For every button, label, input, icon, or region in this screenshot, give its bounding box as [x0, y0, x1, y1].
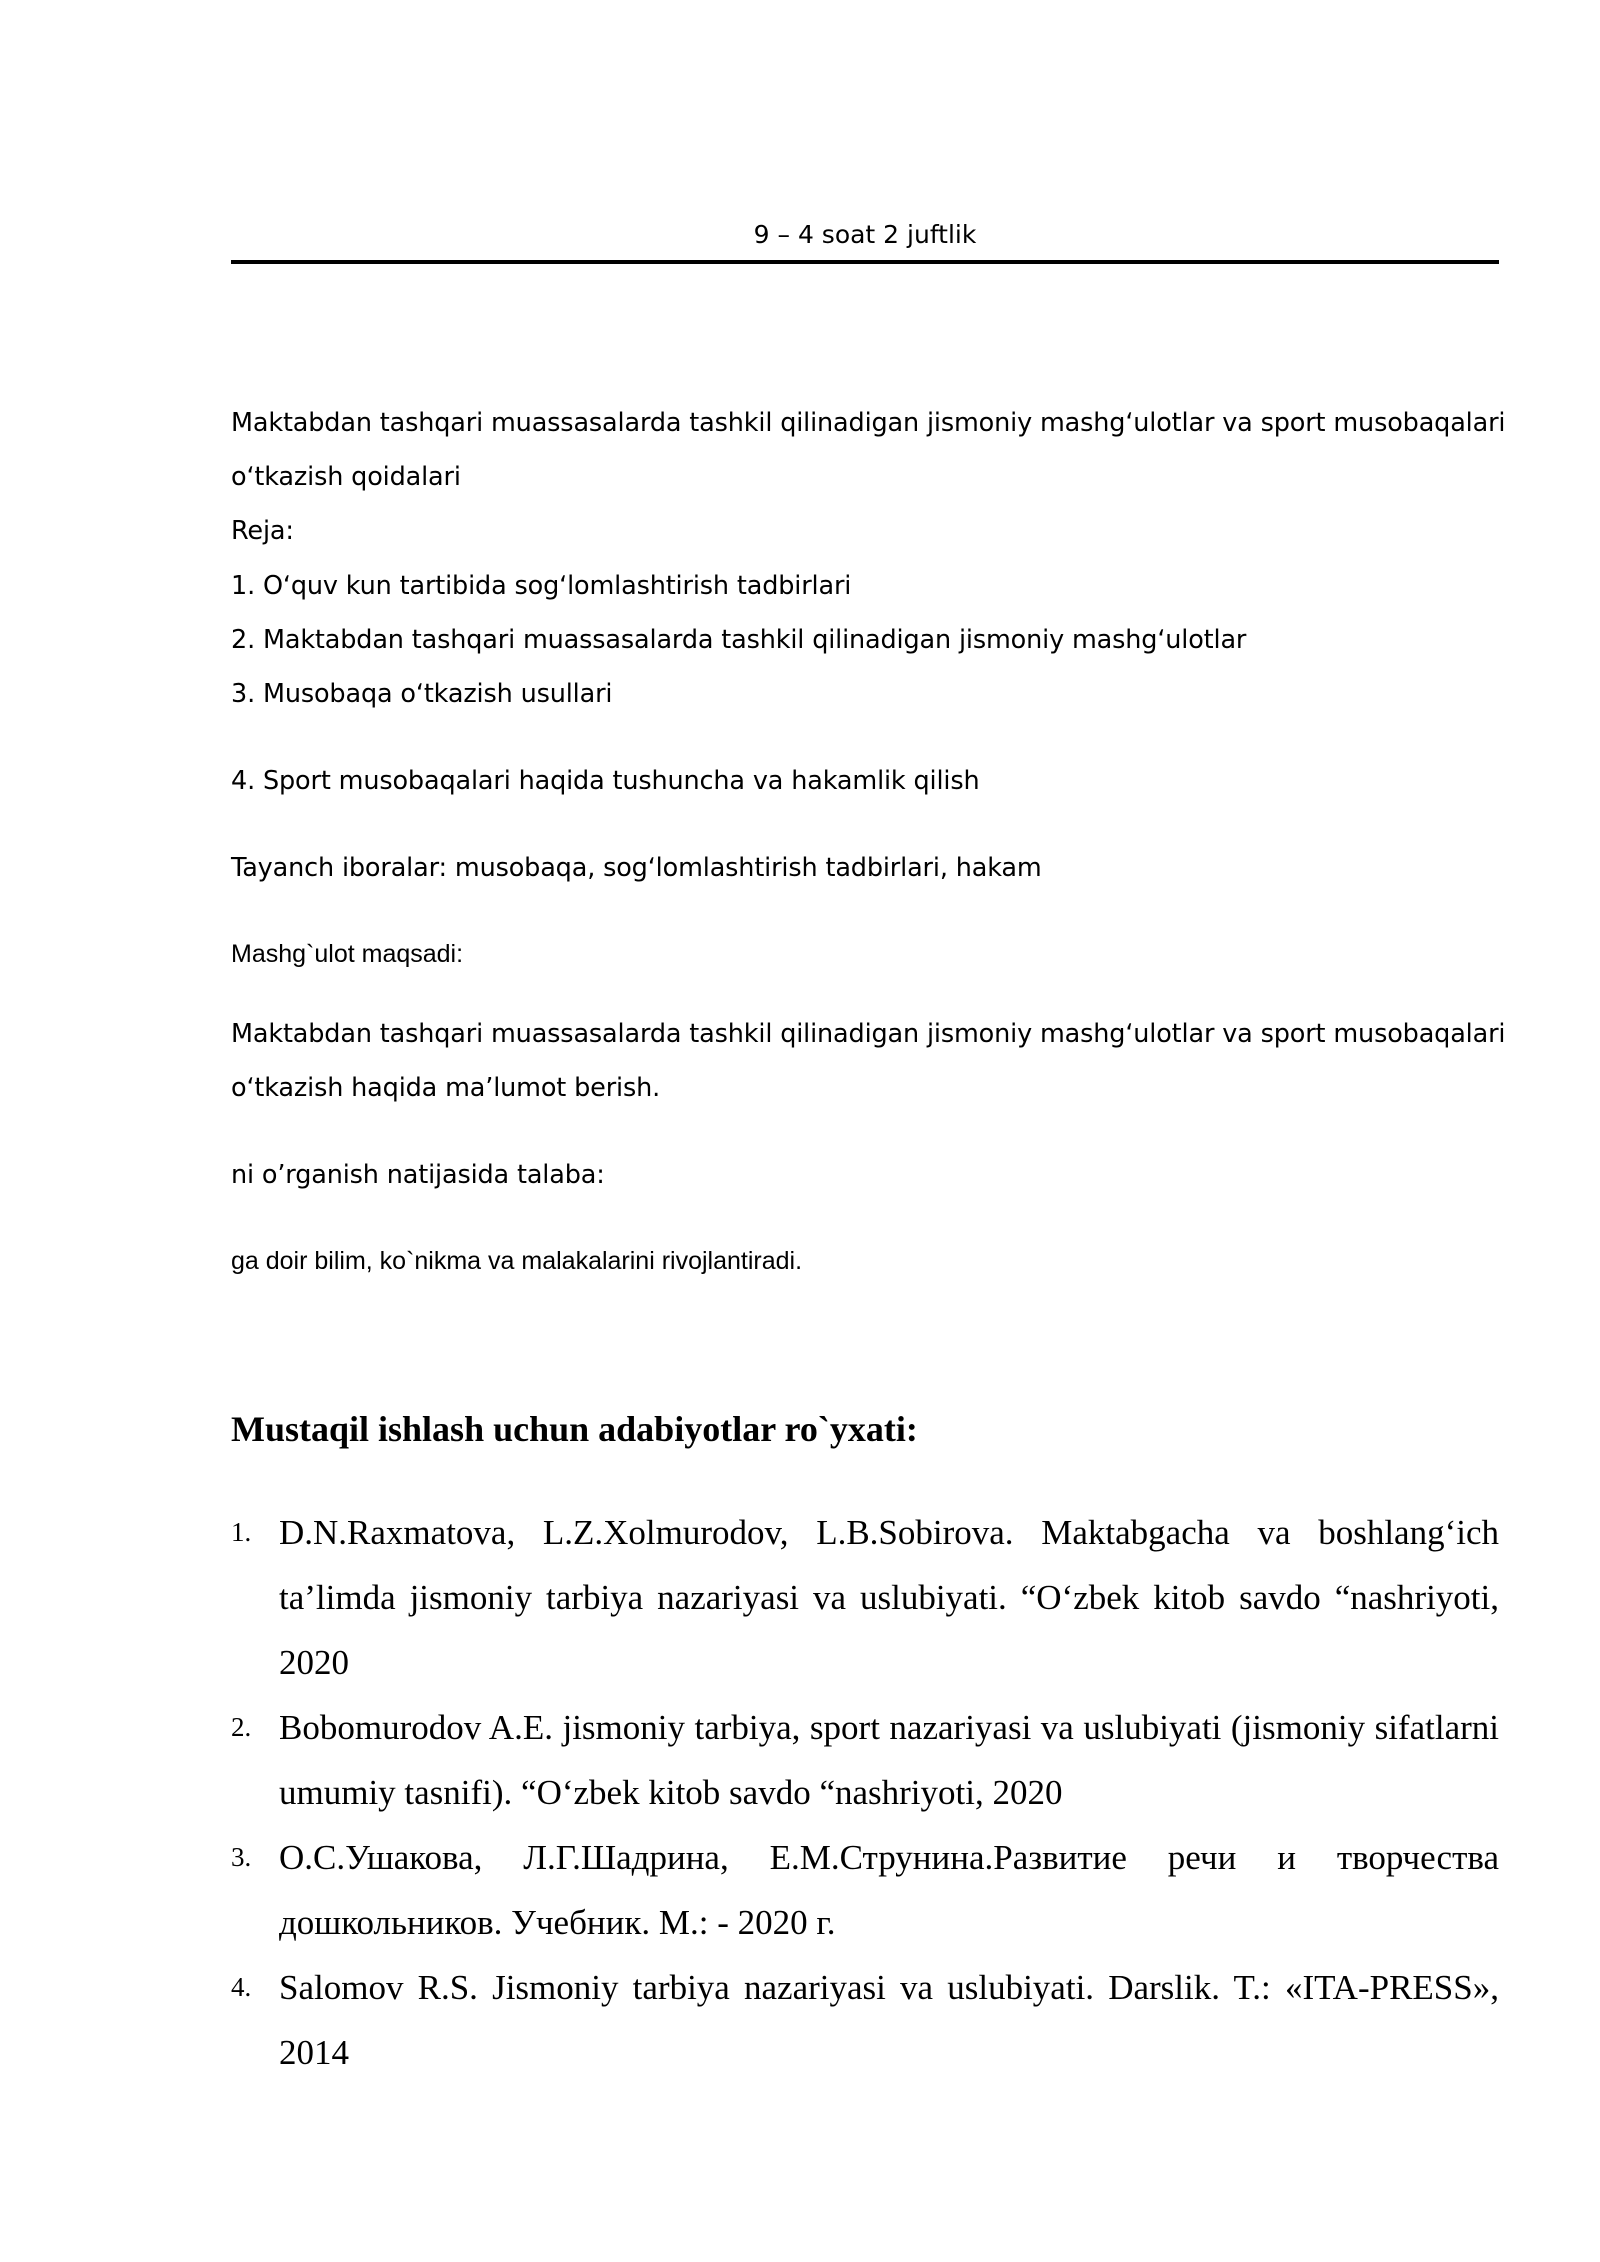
- page-header: 9 – 4 soat 2 juftlik: [753, 220, 977, 249]
- reference-text: Bobomurodov A.E. jismoniy tarbiya, sport nazariyasi va uslubiyati (jismoniy sifatlarni umumiy tasnifi). “Oʻzbek kitob savdo “nashriyoti, 2020: [279, 1708, 1499, 1812]
- goal-line-2: oʻtkazish haqida ma’lumot berish.: [231, 1073, 661, 1103]
- outcome-text: ga doir bilim, ko`nikma va malakalarini rivojlantiradi.: [231, 1247, 803, 1275]
- reference-text: О.С.Ушакова, Л.Г.Шадрина, Е.М.Струнина.Развитие речи и творчества дошкольников. Учебник. М.: - 2020 г.: [279, 1838, 1499, 1942]
- reference-text: D.N.Raxmatova, L.Z.Xolmurodov, L.B.Sobirova. Maktabgacha va boshlangʻich ta’limda jismoniy tarbiya nazariyasi va uslubiyati. “Oʻzbek kitob savdo “nashriyoti, 2020: [279, 1513, 1499, 1682]
- plan-item-2: 2. Maktabdan tashqari muassasalarda tashkil qilinadigan jismoniy mashgʻulotlar: [231, 625, 1247, 655]
- references-heading: Mustaqil ishlash uchun adabiyotlar ro`yxati:: [231, 1409, 918, 1449]
- plan-item-1: 1. Oʻquv kun tartibida sogʻlomlashtirish tadbirlari: [231, 571, 852, 601]
- reference-number: 3.: [231, 1842, 252, 1872]
- references-list: [231, 1500, 1499, 2085]
- goal-line-1: Maktabdan tashqari muassasalarda tashkil qilinadigan jismoniy mashgʻulotlar va sport musobaqalari: [231, 1019, 1506, 1049]
- plan-item-4: 4. Sport musobaqalari haqida tushuncha va hakamlik qilish: [231, 766, 980, 796]
- plan-label: Reja:: [231, 516, 294, 546]
- reference-number: 2.: [231, 1712, 252, 1742]
- header-rule: [231, 260, 1499, 264]
- reference-item: [231, 1695, 1499, 1825]
- topic-line-1: Maktabdan tashqari muassasalarda tashkil qilinadigan jismoniy mashgʻulotlar va sport musobaqalari: [231, 408, 1506, 438]
- reference-item: [231, 1825, 1499, 1955]
- reference-number: 4.: [231, 1972, 252, 2002]
- plan-item-3: 3. Musobaqa oʻtkazish usullari: [231, 679, 613, 709]
- topic-line-2: oʻtkazish qoidalari: [231, 462, 461, 492]
- reference-item: [231, 1955, 1499, 2085]
- reference-item: [231, 1500, 1499, 1695]
- keywords-line: Tayanch iboralar: musobaqa, sogʻlomlashtirish tadbirlari, hakam: [231, 853, 1042, 883]
- reference-text: Salomov R.S. Jismoniy tarbiya nazariyasi va uslubiyati. Darslik. T.: «ITA-PRESS», 2014: [279, 1968, 1499, 2072]
- outcome-label: ni o’rganish natijasida talaba:: [231, 1160, 605, 1190]
- goal-label: Mashg`ulot maqsadi:: [231, 940, 464, 968]
- reference-number: 1.: [231, 1517, 252, 1547]
